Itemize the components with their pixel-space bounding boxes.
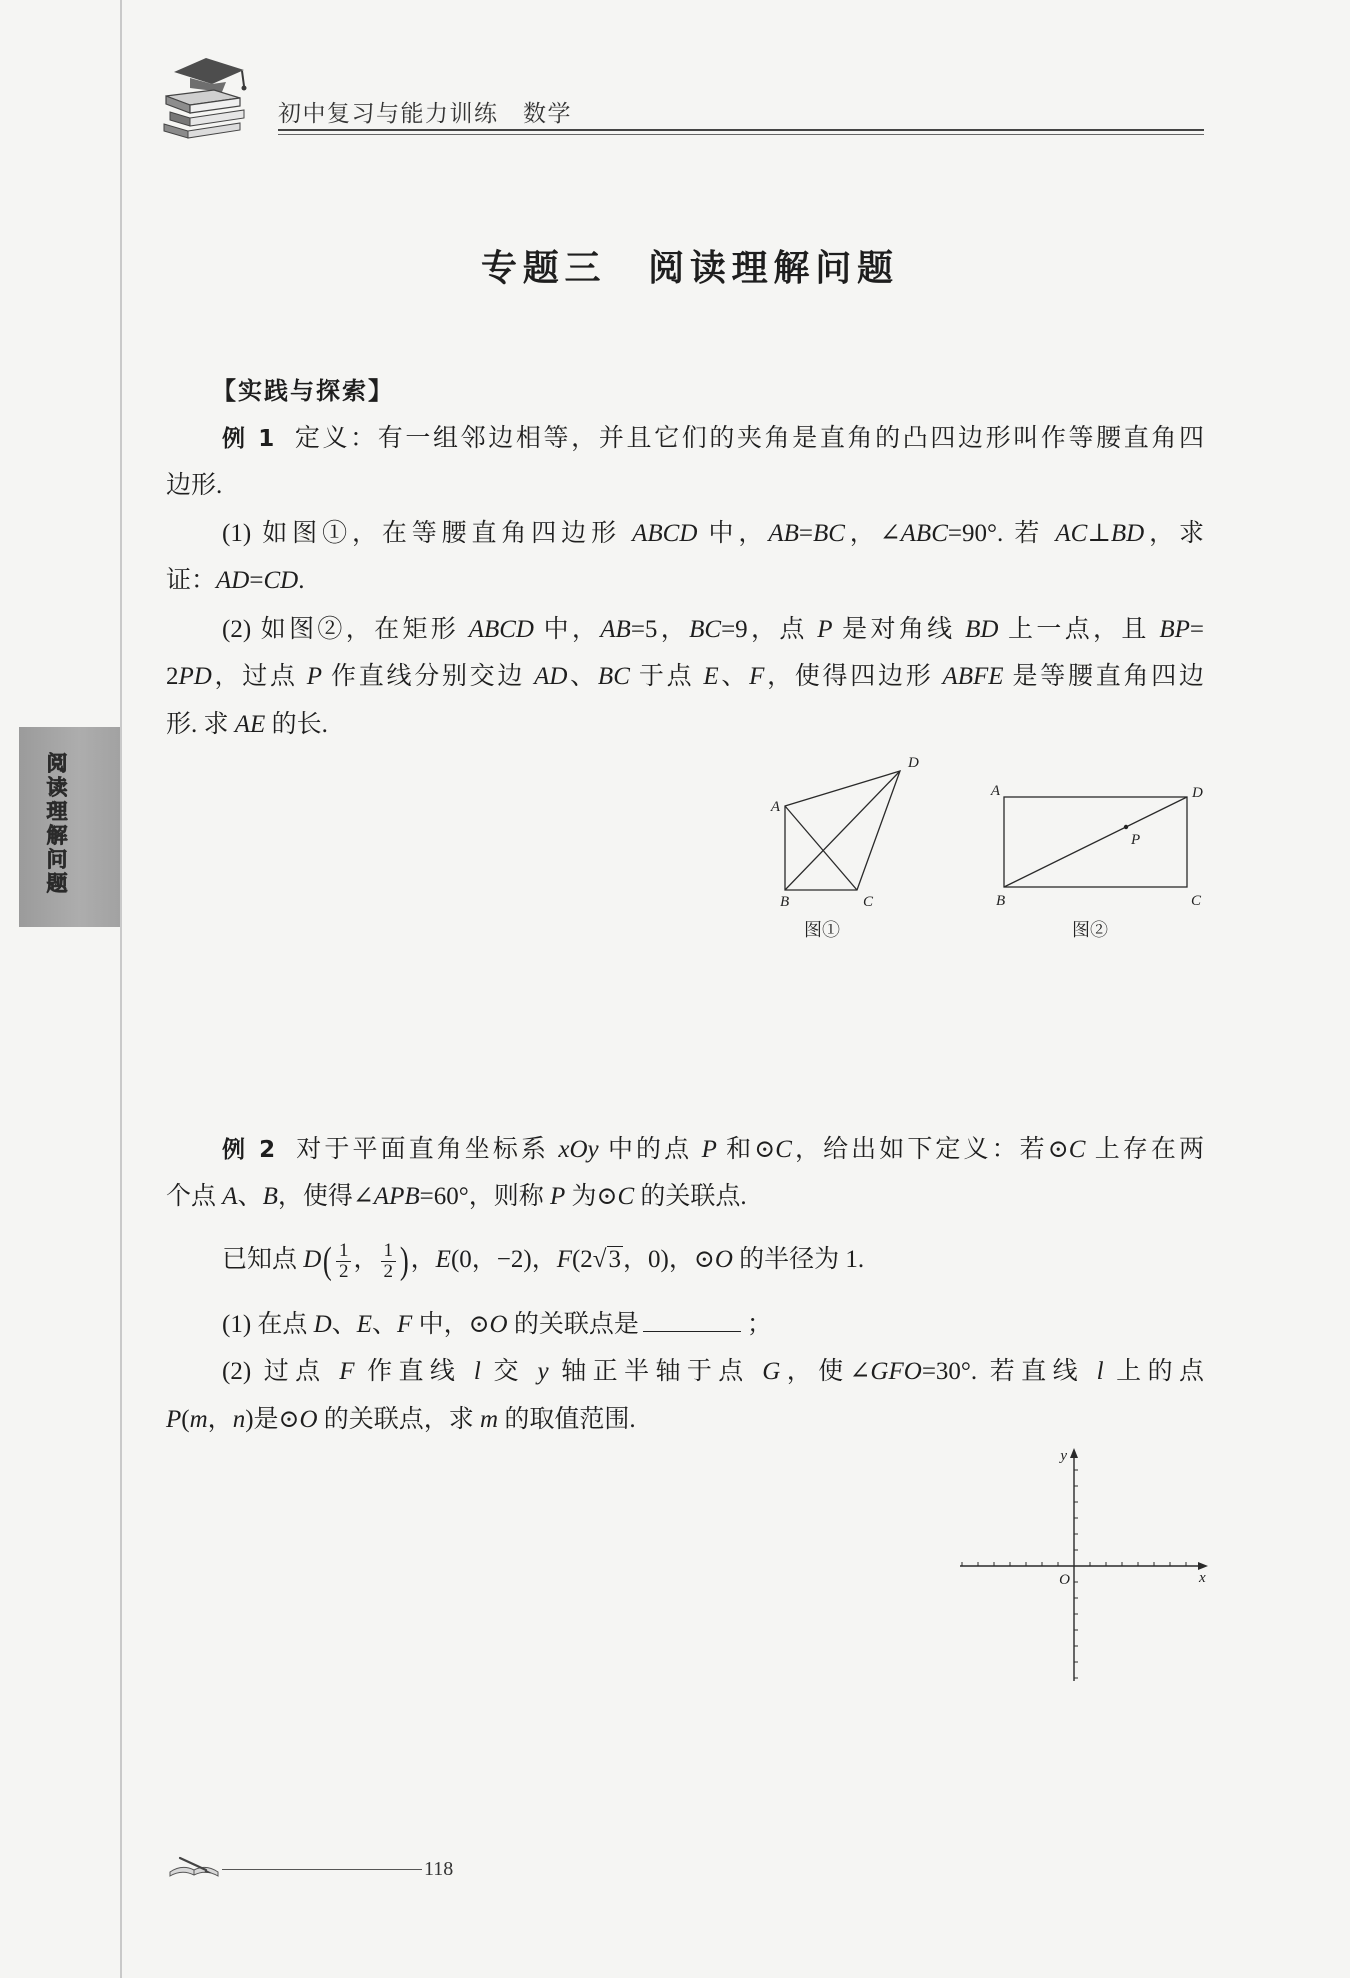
figure2-rectangle <box>1004 797 1187 887</box>
coordinate-axes <box>950 1440 1215 1695</box>
figure1-caption: 图① <box>804 920 840 940</box>
section-heading: 【实践与探索】 <box>212 377 394 405</box>
question1-text: (1) 在点 D、E、F 中，⊙O 的关联点是 <box>222 1311 639 1338</box>
x-axis-label: x <box>1199 1570 1206 1586</box>
sqrt-radicand: 3 <box>608 1246 622 1273</box>
example1-question2-line-2: 2PD，过点 P 作直线分别交边 AD、BC 于点 E、F，使得四边形 ABFE 是等腰直角四边 <box>166 663 1204 690</box>
example2-question2-line-2: P(m，n)是⊙O 的关联点，求 m 的取值范围. <box>166 1406 636 1433</box>
header-rule-thin <box>278 134 1204 135</box>
example2-line-2: 个点 A、B，使得∠APB=60°，则称 P 为⊙C 的关联点. <box>166 1183 747 1210</box>
x-axis-arrow <box>1198 1562 1208 1570</box>
topic-title: 专题三 阅读理解问题 <box>481 248 893 289</box>
figure2-diagonal-bd <box>1004 797 1187 887</box>
fraction-one-half <box>336 1241 352 1282</box>
example1-question2-line-1: (2) 如图②，在矩形 ABCD 中，AB=5，BC=9，点 P 是对角线 BD 上一点，且 BP= <box>222 616 1204 643</box>
given-lead: 已知点 D <box>222 1246 322 1273</box>
example1-line-2: 边形. <box>166 472 223 499</box>
header-title: 初中复习与能力训练 数学 <box>278 101 572 126</box>
y-axis-label: y <box>1060 1448 1067 1464</box>
figure2-label-d: D <box>1192 785 1203 801</box>
given-comma: ， <box>353 1246 379 1273</box>
figure1-label-c: C <box>863 894 874 910</box>
figure1-diagonal-ac <box>785 806 857 890</box>
origin-label: O <box>1059 1572 1070 1588</box>
side-tab <box>19 727 120 927</box>
footer-rule <box>222 1869 422 1870</box>
open-book-pen-icon <box>166 1850 222 1886</box>
header-rule <box>278 129 1204 131</box>
example1-label: 例 1 <box>222 426 275 452</box>
given-close-paren: ) <box>399 1240 409 1283</box>
example2-question2-line-1: (2) 过点 F 作直线 l 交 y 轴正半轴于点 G，使∠GFO=30°. 若直线 l 上的点 <box>222 1358 1204 1385</box>
example2-line-1 <box>222 1134 1204 1166</box>
example1-figures <box>760 745 1220 945</box>
example1-question1-line-1: (1) 如图①，在等腰直角四边形 ABCD 中，AB=BC，∠ABC=90°. 若 AC⊥BD，求 <box>222 520 1204 547</box>
figure2-point-p <box>1124 825 1128 829</box>
fraction-numerator: 1 <box>338 1239 349 1261</box>
given-tail: ，0)，⊙O 的半径为 1. <box>623 1246 865 1273</box>
example2-question1 <box>222 1309 772 1341</box>
example1-line-1 <box>222 423 1204 455</box>
figure2-label-b: B <box>996 893 1006 909</box>
figure1-label-b: B <box>780 894 790 910</box>
example1-question1-line-2: 证：AD=CD. <box>166 567 305 594</box>
page-margin-line <box>120 0 122 1978</box>
figure2-label-p: P <box>1131 832 1141 848</box>
figure1-label-d: D <box>908 755 919 771</box>
example2-text: 对于平面直角坐标系 xOy 中的点 P 和⊙C，给出如下定义：若⊙C 上存在两 <box>293 1136 1204 1163</box>
given-mid: ，E(0，−2)，F(2√ <box>410 1246 607 1273</box>
figure2-label-c: C <box>1191 893 1202 909</box>
fraction-denominator: 2 <box>381 1261 397 1282</box>
question1-end: ； <box>746 1311 772 1338</box>
side-tab-label: 阅读理解问题 <box>44 752 68 896</box>
books-graduation-cap-icon <box>160 52 252 140</box>
example1-question2-line-3: 形. 求 AE 的长. <box>166 711 328 738</box>
page-number: 118 <box>424 1858 454 1880</box>
figure1-label-a: A <box>770 799 780 815</box>
y-axis-arrow <box>1070 1448 1078 1458</box>
given-open-paren: ( <box>323 1240 333 1283</box>
figure2-label-a: A <box>990 783 1000 799</box>
example1-text: 定义：有一组邻边相等，并且它们的夹角是直角的凸四边形叫作等腰直角四 <box>292 425 1204 452</box>
fraction-numerator: 1 <box>383 1239 393 1261</box>
example2-label: 例 2 <box>222 1137 276 1163</box>
example2-given-line <box>222 1235 864 1285</box>
fraction-denominator: 2 <box>336 1261 352 1282</box>
answer-blank <box>643 1309 741 1332</box>
figure1-quadrilateral <box>785 771 900 890</box>
figure2-caption: 图② <box>1072 920 1108 940</box>
fraction-one-half-2 <box>381 1241 397 1282</box>
